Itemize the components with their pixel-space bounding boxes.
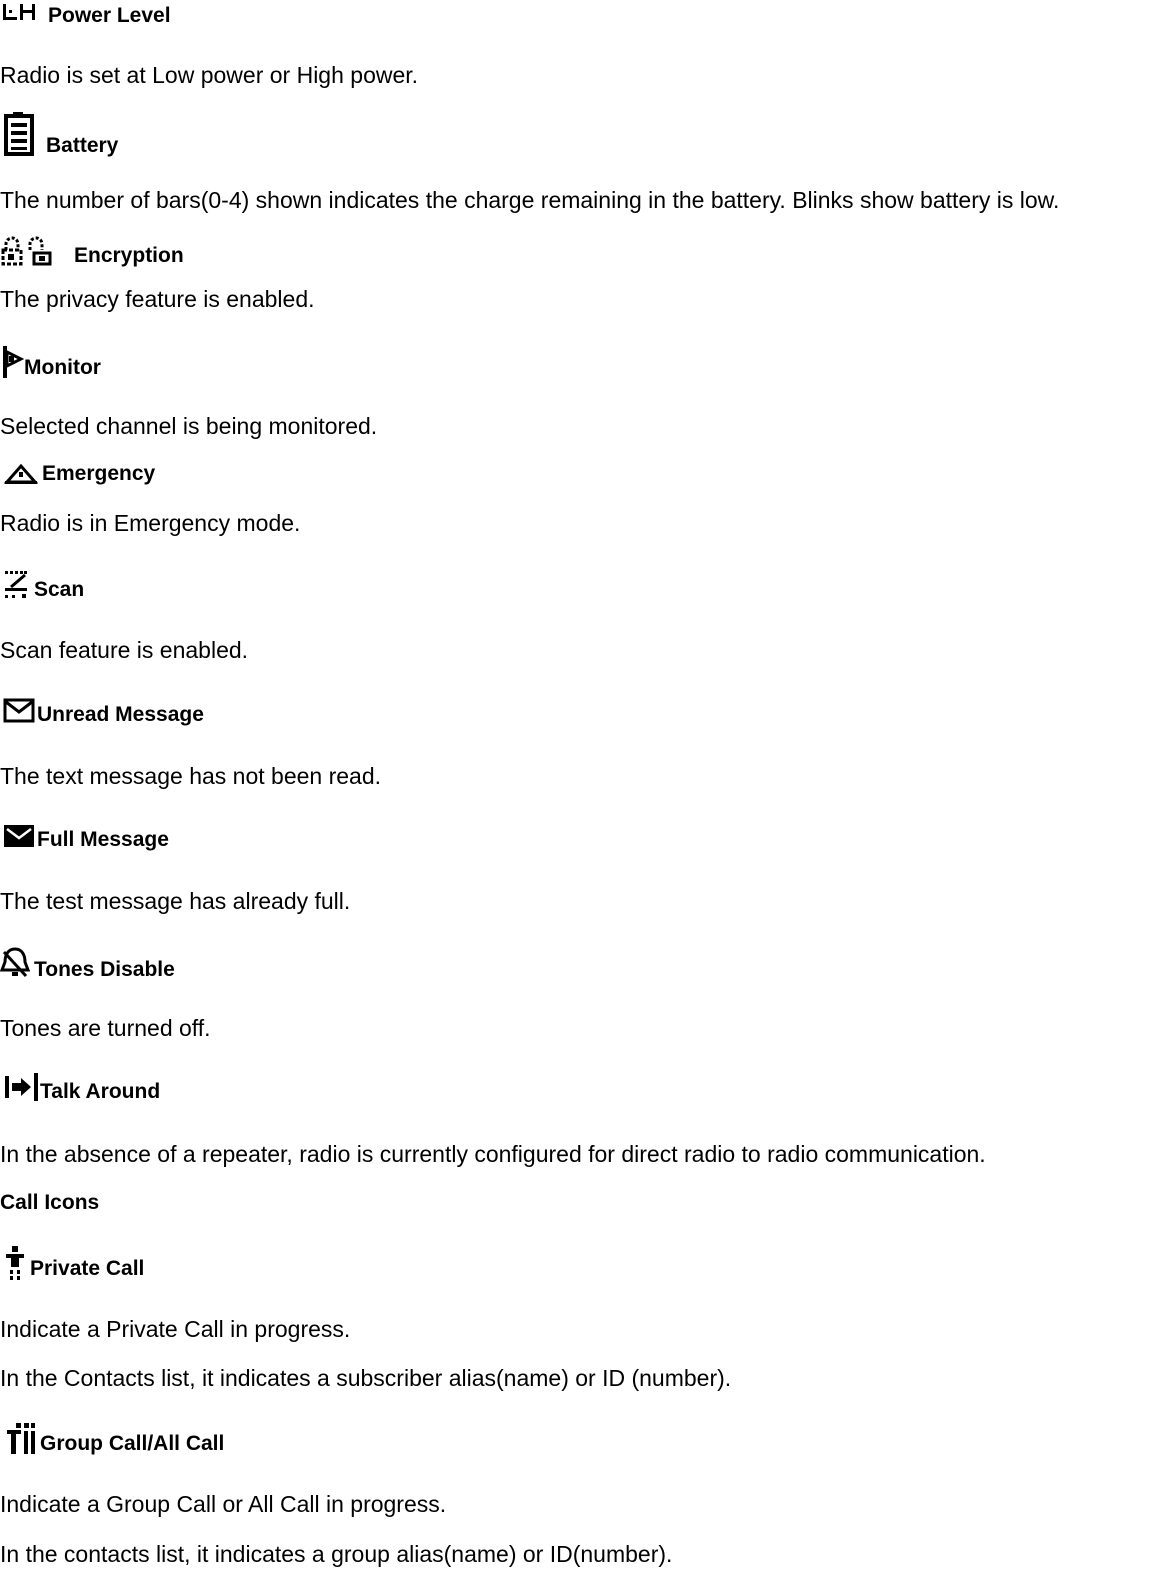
private-call-description-1: Indicate a Private Call in progress.	[0, 1316, 351, 1342]
tones-disable-heading	[0, 946, 175, 982]
encryption-title: Encryption	[74, 244, 184, 267]
emergency-icon	[4, 462, 38, 486]
power-level-description: Radio is set at Low power or High power.	[0, 62, 419, 88]
power-level-heading	[0, 2, 171, 28]
emergency-heading	[0, 462, 155, 486]
emergency-description: Radio is in Emergency mode.	[0, 510, 301, 536]
private-call-description-2: In the Contacts list, it indicates a subscriber alias(name) or ID (number).	[0, 1365, 732, 1391]
scan-title: Scan	[34, 578, 85, 601]
power-level-title: Power Level	[48, 4, 171, 27]
tones-disable-title: Tones Disable	[34, 958, 175, 981]
encryption-heading	[0, 236, 184, 268]
unread-message-description: The text message has not been read.	[0, 763, 382, 789]
battery-heading	[0, 110, 118, 158]
monitor-icon	[0, 344, 24, 380]
unread-message-icon	[3, 697, 35, 727]
full-message-description: The test message has already full.	[0, 888, 351, 914]
encryption-description: The privacy feature is enabled.	[0, 286, 315, 312]
private-call-title: Private Call	[30, 1257, 145, 1280]
scan-heading	[0, 568, 84, 602]
monitor-description: Selected channel is being monitored.	[0, 413, 378, 439]
power-level-icon	[0, 2, 46, 28]
talk-around-description: In the absence of a repeater, radio is currently configured for direct radio to radio communication.	[0, 1141, 986, 1167]
full-message-icon	[3, 822, 35, 852]
emergency-title: Emergency	[42, 462, 156, 485]
scan-description: Scan feature is enabled.	[0, 637, 249, 663]
unread-message-title: Unread Message	[37, 703, 204, 726]
group-call-heading	[0, 1422, 224, 1456]
call-icons-heading: Call Icons	[0, 1191, 100, 1214]
scan-icon	[3, 568, 31, 602]
tones-disable-icon	[0, 946, 30, 982]
talk-around-heading	[0, 1070, 160, 1104]
battery-title: Battery	[46, 134, 119, 157]
private-call-icon	[4, 1245, 26, 1281]
battery-description: The number of bars(0-4) shown indicates the charge remaining in the battery. Blinks show battery is low.	[0, 187, 1060, 213]
monitor-heading	[0, 344, 101, 380]
talk-around-icon	[2, 1070, 40, 1104]
group-call-description-2: In the contacts list, it indicates a group alias(name) or ID(number).	[0, 1541, 673, 1567]
group-call-description-1: Indicate a Group Call or All Call in progress.	[0, 1491, 447, 1517]
group-call-title: Group Call/All Call	[40, 1432, 225, 1455]
monitor-title: Monitor	[24, 356, 101, 379]
encryption-icon	[0, 236, 52, 268]
tones-disable-description: Tones are turned off.	[0, 1015, 211, 1041]
group-call-icon	[6, 1422, 36, 1456]
talk-around-title: Talk Around	[40, 1080, 161, 1103]
full-message-heading	[0, 822, 169, 852]
full-message-title: Full Message	[37, 828, 169, 851]
unread-message-heading	[0, 697, 204, 727]
private-call-heading	[0, 1245, 144, 1281]
battery-icon	[0, 110, 36, 158]
